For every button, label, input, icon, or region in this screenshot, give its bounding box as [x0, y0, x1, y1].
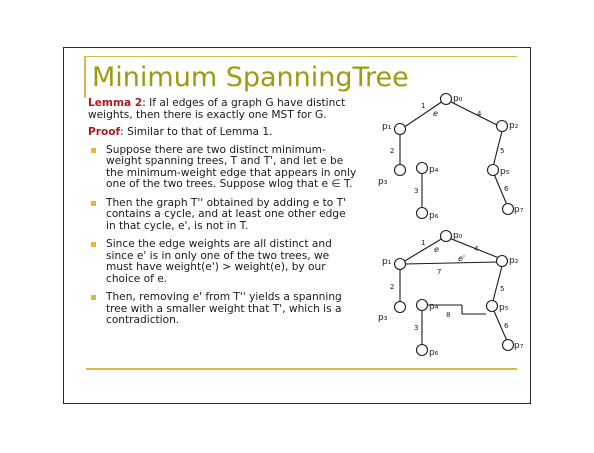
node-p3 — [395, 302, 406, 313]
node-label-p1: p₁ — [382, 122, 392, 132]
node-label-p6: p₆ — [429, 348, 439, 358]
edge-label-e-prime: e' — [458, 254, 466, 263]
node-p6 — [417, 345, 428, 356]
proof-text: : Similar to that of Lemma 1. — [120, 126, 273, 138]
node-p0 — [441, 231, 452, 242]
edge-weight-p5-p7: 6 — [504, 322, 509, 330]
graph-diagrams — [360, 88, 530, 368]
edge-weight-p1-p0: 1 — [421, 102, 426, 110]
edge-weight-p4-p5: 8 — [446, 311, 451, 319]
bullet-text: Then, removing e' from T'' yields a spanning tree with a smaller weight that T', which is a contradiction. — [106, 291, 342, 326]
edge-weight-p5-p7: 6 — [504, 185, 509, 193]
node-p7 — [503, 340, 514, 351]
edge-p1-p2 — [405, 262, 497, 264]
node-label-p3: p₃ — [378, 177, 388, 187]
proof-bullet-list — [88, 145, 358, 327]
proof-paragraph — [88, 127, 358, 139]
slide-title: Minimum SpanningTree — [92, 62, 409, 93]
node-label-p6: p₆ — [429, 211, 439, 221]
title-accent-horizontal — [84, 56, 517, 57]
edge-weight-p0-p2: 4 — [477, 110, 482, 118]
node-p2 — [497, 121, 508, 132]
node-p6 — [417, 208, 428, 219]
graph-top — [395, 94, 514, 219]
node-p2 — [497, 256, 508, 267]
node-label-p1: p₁ — [382, 257, 392, 267]
bullet-text: Suppose there are two distinct minimum-weight spanning trees, T and T', and let e be the minimum-weight edge that appears in only one of the two trees. Suppose wlog that e ∈ T. — [106, 143, 357, 190]
bullet-icon — [91, 242, 96, 247]
node-p3 — [395, 165, 406, 176]
edge-p0-p2 — [449, 101, 499, 126]
lemma-label: Lemma 2 — [88, 97, 143, 109]
node-p5 — [487, 301, 498, 312]
edge-weight-p1-p2: 7 — [437, 268, 442, 276]
proof-label: Proof — [88, 126, 121, 138]
node-label-p2: p₂ — [509, 121, 519, 131]
slide-body — [88, 98, 358, 334]
list-item — [88, 292, 358, 327]
node-p0 — [441, 94, 452, 105]
edge-p2-p5 — [493, 266, 505, 301]
node-p4 — [417, 300, 428, 311]
list-item — [88, 198, 358, 233]
edge-weight-p4-p6: 3 — [414, 187, 419, 195]
edge-weight-p0-p2: 4 — [474, 245, 479, 253]
list-item — [88, 145, 358, 191]
node-p4 — [417, 163, 428, 174]
node-label-p5: p₅ — [500, 167, 510, 177]
node-label-p0: p₀ — [453, 94, 463, 104]
bullet-icon — [91, 295, 96, 300]
node-label-p7: p₇ — [514, 341, 524, 351]
node-label-p5: p₅ — [499, 303, 509, 313]
edge-weight-p2-p5: 5 — [500, 147, 505, 155]
node-label-p2: p₂ — [509, 256, 519, 266]
node-label-p4: p₄ — [429, 165, 439, 175]
bullet-text: Since the edge weights are all distinct and since e' is in only one of the two trees, we must have weight(e') > weight(e), by our choice of e. — [106, 238, 332, 285]
edge-label-e: e — [433, 109, 438, 118]
edge-label-e: e — [434, 245, 439, 254]
bullet-icon — [91, 201, 96, 206]
lemma-text: : If al edges of a graph G have distinct weights, then there is exactly one MST for G. — [88, 97, 346, 121]
node-p7 — [503, 204, 514, 215]
edge-weight-p2-p5: 5 — [500, 285, 505, 293]
graph-bottom — [395, 231, 514, 356]
node-label-p4: p₄ — [429, 302, 439, 312]
node-p1 — [395, 124, 406, 135]
bullet-text: Then the graph T'' obtained by adding e to T' contains a cycle, and at least one other edge in that cycle, e', is not in T. — [106, 196, 347, 232]
node-p1 — [395, 259, 406, 270]
edge-weight-p4-p6: 3 — [414, 324, 419, 332]
node-label-p0: p₀ — [453, 231, 463, 241]
lemma-paragraph — [88, 98, 358, 121]
bottom-accent-rule — [86, 368, 517, 370]
node-label-p7: p₇ — [514, 205, 524, 215]
node-p5 — [488, 165, 499, 176]
edge-weight-p1-p3: 2 — [390, 147, 395, 155]
title-accent-vertical — [84, 56, 86, 98]
edge-weight-p1-p0: 1 — [421, 239, 426, 247]
list-item — [88, 239, 358, 285]
bullet-icon — [91, 148, 96, 153]
edge-weight-p1-p3: 2 — [390, 283, 395, 291]
node-label-p3: p₃ — [378, 313, 388, 323]
